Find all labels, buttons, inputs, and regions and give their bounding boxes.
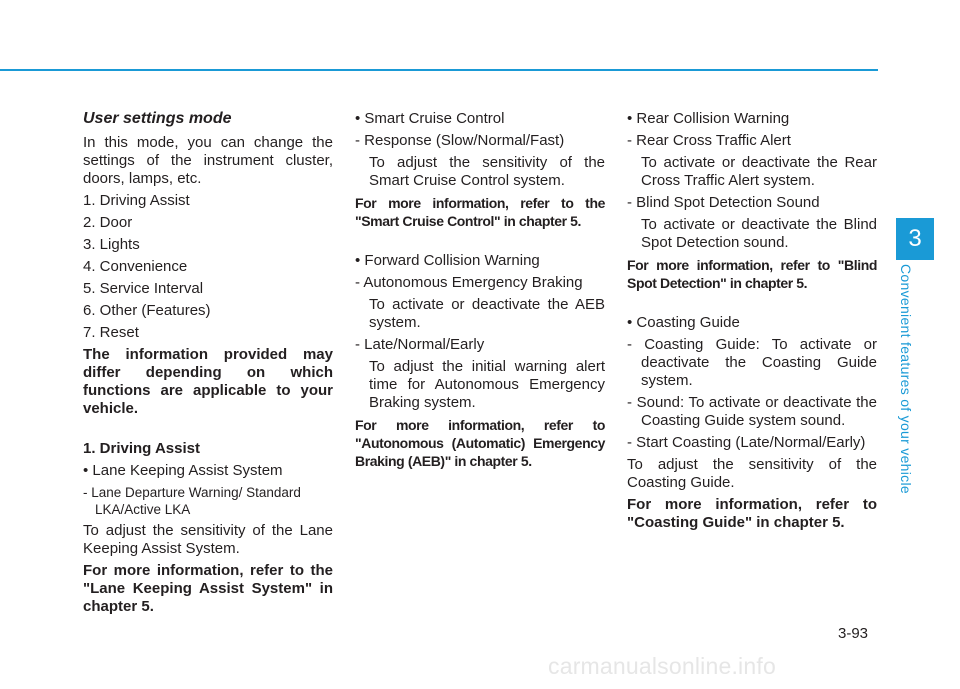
sub-description: To activate or deactivate the Rear Cross Traffic Alert system. — [641, 154, 877, 189]
dash-item: - Autonomous Emergency Braking — [355, 274, 583, 291]
column-middle — [355, 110, 605, 474]
description-paragraph: To adjust the sensitivity of the Lane Keeping Assist System. — [83, 522, 333, 557]
sub-description: To activate or deactivate the AEB system. — [369, 296, 605, 331]
column-right — [627, 110, 877, 536]
dash-item: - Coasting Guide: To activate or deactivate the Coasting Guide system. — [627, 336, 877, 389]
subsection-title: 1. Driving Assist — [83, 440, 200, 457]
chapter-number: 3 — [908, 225, 922, 252]
menu-list-item: 5. Service Interval — [83, 280, 204, 297]
description-paragraph: To adjust the sensitivity of the Coasting Guide. — [627, 456, 877, 491]
menu-list-item: 7. Reset — [83, 324, 139, 341]
dash-item: - Start Coasting (Late/Normal/Early) — [627, 434, 866, 451]
watermark-text: carmanualsonline.info — [548, 653, 776, 679]
page-number: 3-93 — [838, 625, 869, 642]
dash-item: - Lane Departure Warning/ Standard LKA/Active LKA — [83, 485, 301, 517]
intro-paragraph: In this mode, you can change the settings of the instrument cluster, doors, lamps, etc. — [83, 134, 333, 187]
sub-description: To adjust the sensitivity of the Smart Cruise Control system. — [369, 154, 605, 189]
bullet-item: • Coasting Guide — [627, 314, 740, 331]
reference-note: For more information, refer to the "Lane Keeping Assist System" in chapter 5. — [83, 562, 333, 615]
chapter-tab — [896, 218, 934, 260]
reference-note: For more information, refer to the "Smart Cruise Control" in chapter 5. — [355, 195, 605, 229]
dash-item: - Rear Cross Traffic Alert — [627, 132, 791, 149]
reference-note: For more information, refer to "Blind Spot Detection" in chapter 5. — [627, 257, 877, 291]
bullet-item: • Lane Keeping Assist System — [83, 462, 283, 479]
bullet-item: • Forward Collision Warning — [355, 252, 540, 269]
dash-item: - Response (Slow/Normal/Fast) — [355, 132, 565, 149]
top-divider-line — [0, 69, 878, 71]
chapter-title: Convenient features of your vehicle — [898, 264, 914, 494]
dash-item: - Late/Normal/Early — [355, 336, 485, 353]
column-left — [83, 110, 333, 620]
section-heading: User settings mode — [83, 110, 232, 127]
reference-note: For more information, refer to "Autonomous (Automatic) Emergency Braking (AEB)" in chapter 5. — [355, 417, 605, 469]
dash-item: - Sound: To activate or deactivate the Coasting Guide system sound. — [627, 394, 877, 429]
bullet-item: • Rear Collision Warning — [627, 110, 790, 127]
sub-description: To adjust the initial warning alert time for Autonomous Emergency Braking system. — [369, 358, 605, 411]
bullet-item: • Smart Cruise Control — [355, 110, 505, 127]
chapter-title-wrap — [898, 264, 926, 496]
menu-list-item: 1. Driving Assist — [83, 192, 190, 209]
dash-item: - Blind Spot Detection Sound — [627, 194, 820, 211]
menu-list-item: 2. Door — [83, 214, 133, 231]
menu-list-item: 4. Convenience — [83, 258, 188, 275]
note-paragraph: The information provided may differ depending on which functions are applicable to your vehicle. — [83, 346, 333, 417]
sub-description: To activate or deactivate the Blind Spot Detection sound. — [641, 216, 877, 251]
menu-list-item: 3. Lights — [83, 236, 140, 253]
reference-note: For more information, refer to "Coasting Guide" in chapter 5. — [627, 496, 877, 531]
menu-list-item: 6. Other (Features) — [83, 302, 211, 319]
